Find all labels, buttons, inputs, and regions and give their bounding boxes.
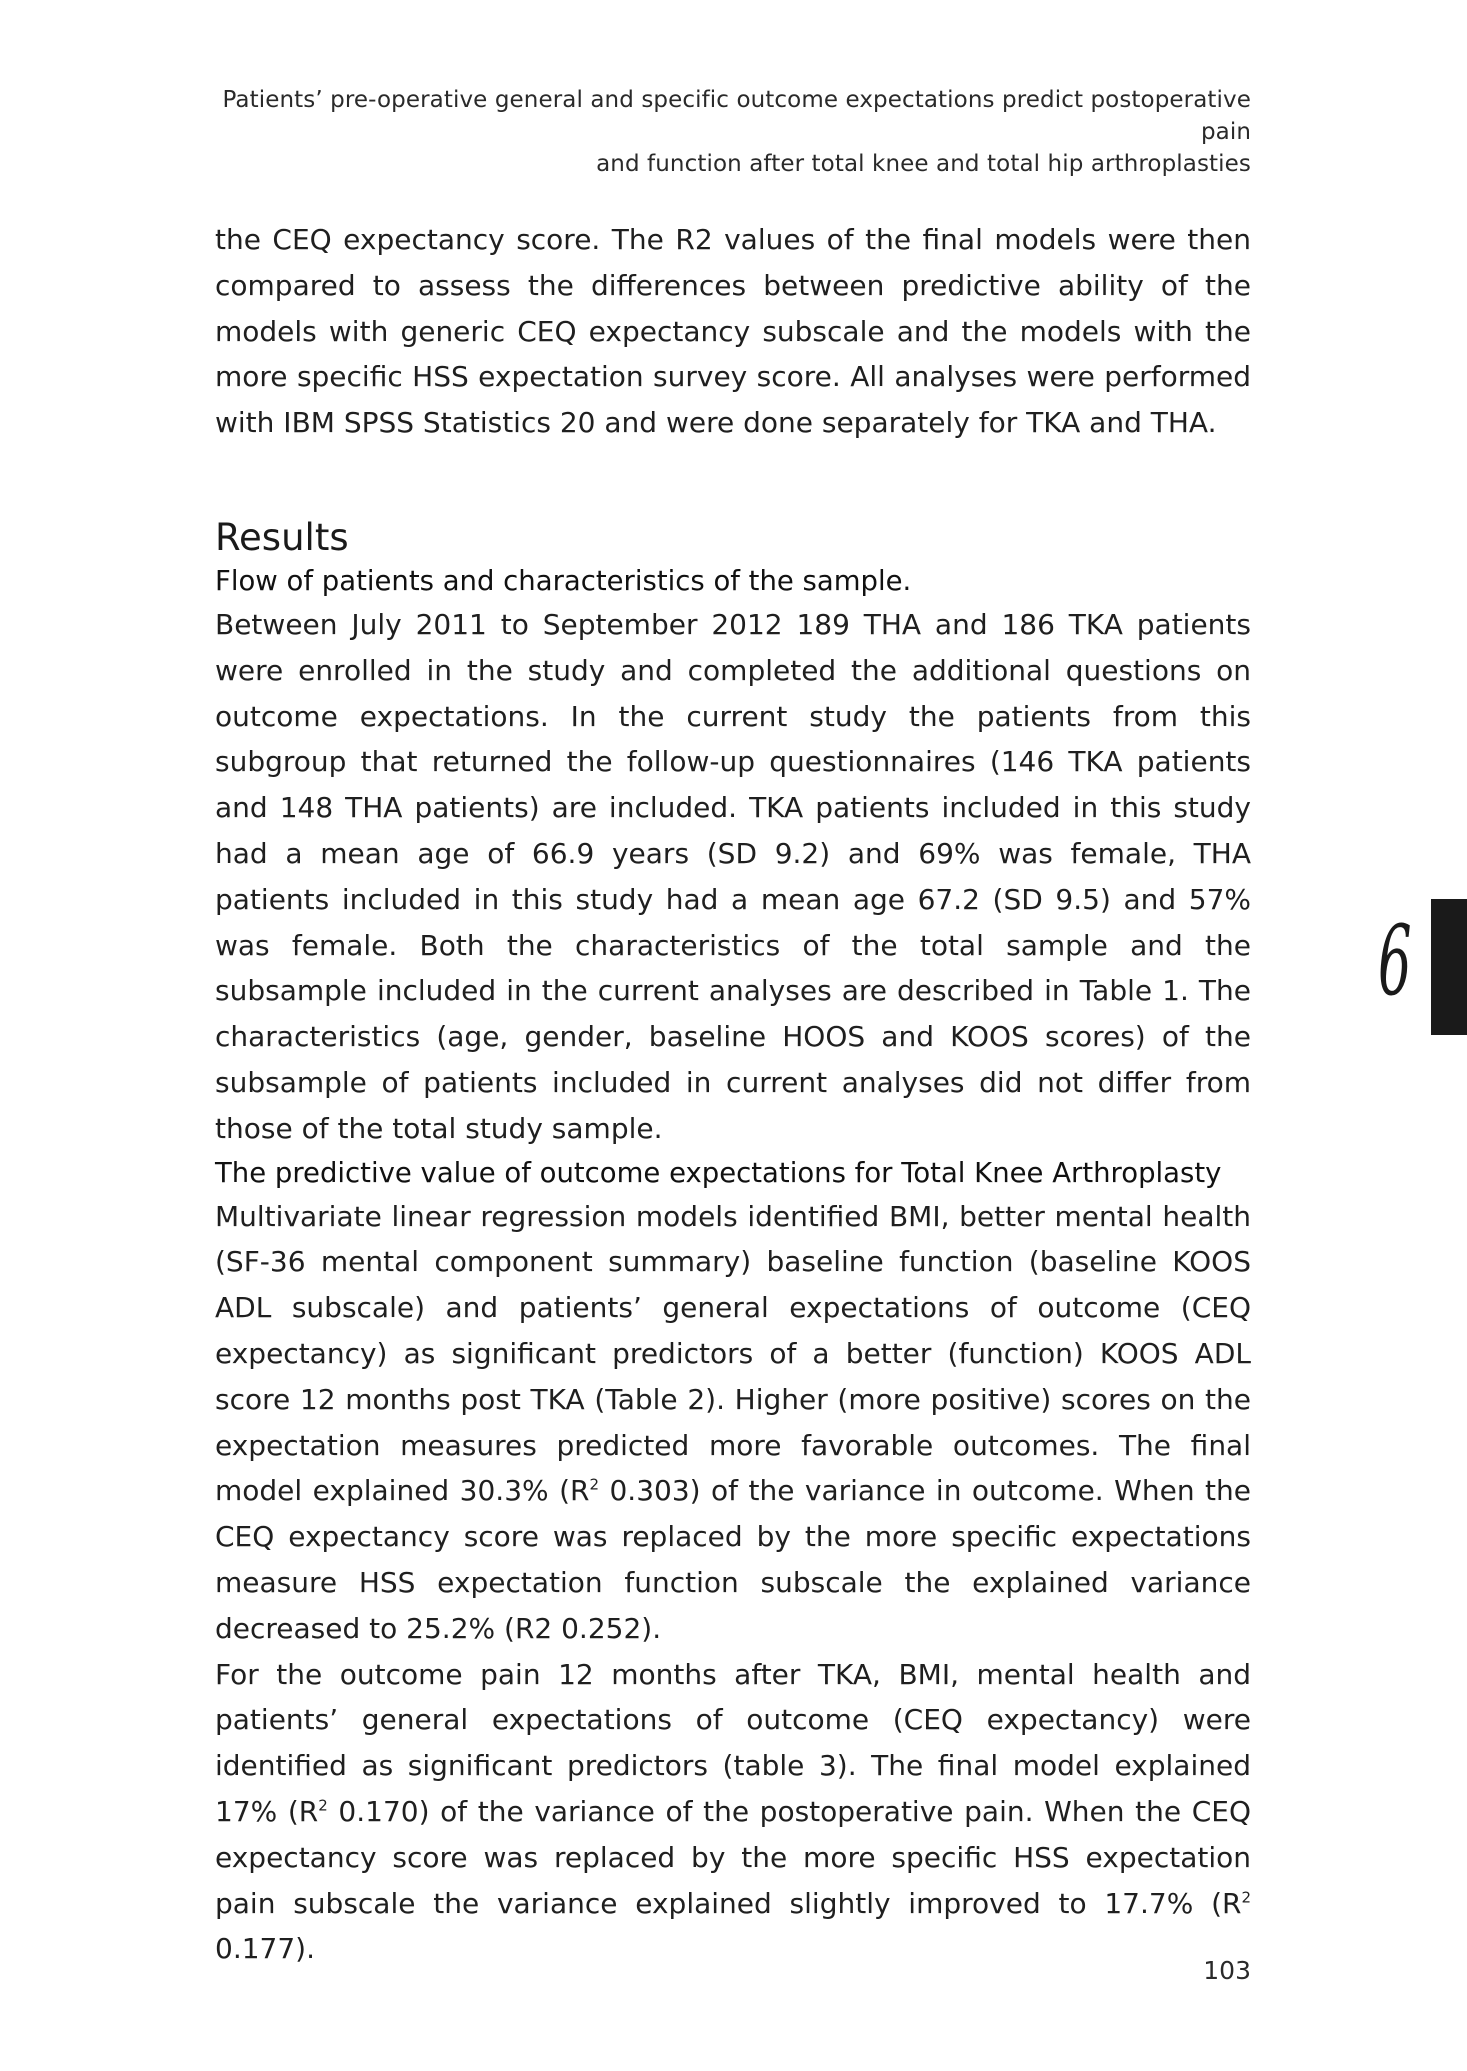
- r-squared-superscript: 2: [318, 1796, 328, 1815]
- tka-function-text-part-2: 0.303) of the variance in outcome. When the CEQ expectancy score was replaced by the more specific expectations measure HSS expectation function subscale the explained variance decreased to 25.2% (R2 0.252).: [215, 1474, 1251, 1645]
- running-header-line-2: and function after total knee and total hip arthroplasties: [596, 151, 1251, 177]
- results-heading: Results: [215, 515, 349, 559]
- running-header: [211, 84, 1251, 180]
- flow-of-patients-paragraph: Between July 2011 to September 2012 189 THA and 186 TKA patients were enrolled in the study and completed the additional questions on outcome expectations. In the current study the patients from this subgroup that returned the follow-up questionnaires (146 TKA patients and 148 THA patients) are included. TKA patients included in this study had a mean age of 66.9 years (SD 9.2) and 69% was female, THA patients included in this study had a mean age 67.2 (SD 9.5) and 57% was female. Both the characteristics of the total sample and the subsample included in the current analyses are described in Table 1. The characteristics (age, gender, baseline HOOS and KOOS scores) of the subsample of patients included in current analyses did not differ from those of the total study sample.: [215, 607, 1251, 1145]
- r-squared-superscript: 2: [1241, 1888, 1251, 1907]
- tka-pain-text-part-1: For the outcome pain 12 months after TKA, BMI, mental health and patients’ general expectations of outcome (CEQ expectancy) were identified as significant predictors (table 3). The final model explained 17% (R: [215, 1657, 1251, 1828]
- tka-pain-text-part-2: 0.170) of the variance of the postoperative pain. When the CEQ expectancy score was replaced by the more specific HSS expectation pain subscale the variance explained slightly improved to 17.7% (R: [215, 1794, 1252, 1920]
- tka-pain-text-part-3: 0.177).: [215, 1932, 315, 1966]
- tka-function-paragraph: [215, 1194, 1251, 1652]
- chapter-thumb-tab: [1431, 899, 1467, 1035]
- chapter-number: 6: [1378, 905, 1412, 1017]
- methods-continuation-paragraph: the CEQ expectancy score. The R2 values of the final models were then compared to assess the differences between predictive ability of the models with generic CEQ expectancy subscale and the models with the more specific HSS expectation survey score. All analyses were performed with IBM SPSS Statistics 20 and were done separately for TKA and THA.: [215, 223, 1251, 440]
- page-number: 103: [1203, 1956, 1251, 1985]
- tka-predictive-value-heading: The predictive value of outcome expectations for Total Knee Arthroplasty: [215, 1156, 1222, 1189]
- r-squared-superscript: 2: [589, 1476, 600, 1494]
- main-content: [215, 217, 1251, 1972]
- tka-function-text-part-1: Multivariate linear regression models identified BMI, better mental health (SF-36 mental component summary) baseline function (baseline KOOS ADL subscale) and patients’ general expectations of outcome (CEQ expectancy) as significant predictors of a better (function) KOOS ADL score 12 months post TKA (Table 2). Higher (more positive) scores on the expectation measures predicted more favorable outcomes. The final model explained 30.3% (R: [215, 1199, 1251, 1508]
- running-header-line-1: Patients’ pre-operative general and specific outcome expectations predict postoperative pain: [222, 87, 1251, 145]
- flow-of-patients-heading: Flow of patients and characteristics of the sample.: [215, 564, 912, 597]
- tka-pain-paragraph: [215, 1652, 1251, 1973]
